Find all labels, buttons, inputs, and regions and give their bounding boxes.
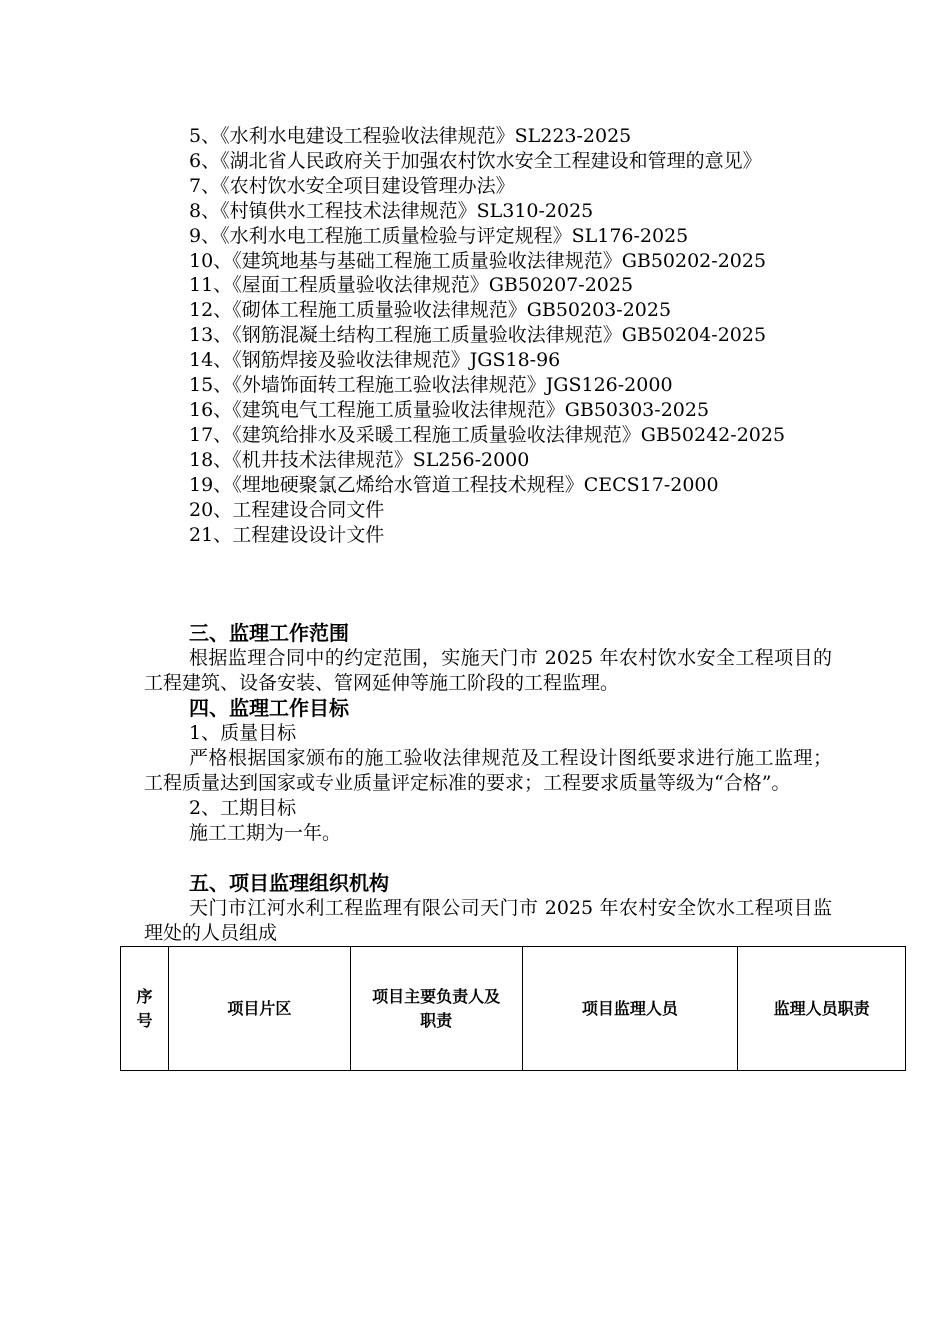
section-body: 施工工期为一年。 <box>189 821 342 844</box>
header-cell: 项目片区 <box>168 947 350 1071</box>
reference-item <box>144 498 836 523</box>
section-body: 严格根据国家颁布的施工验收法律规范及工程设计图纸要求进行施工监理；工程质量达到国家或专业质量评定标准的要求；工程要求质量等级为“合格”。 <box>144 746 832 794</box>
reference-number: 5、 <box>189 125 221 147</box>
reference-title: 《水利水电工程施工质量检验与评定规程》SL176-2025 <box>220 224 689 247</box>
header-cell: 项目监理人员 <box>522 947 738 1071</box>
reference-number: 14、 <box>189 349 233 372</box>
subsection-title: 2、工期目标 <box>189 796 297 819</box>
reference-number: 19、 <box>189 473 233 496</box>
section-heading: 四、监理工作目标 <box>189 696 349 720</box>
reference-item <box>144 398 836 423</box>
reference-number: 12、 <box>189 299 233 322</box>
reference-title: 工程建设设计文件 <box>232 523 385 546</box>
reference-title: 《机井技术法律规范》SL256-2000 <box>232 448 530 471</box>
reference-number: 16、 <box>189 398 233 421</box>
section-scope <box>144 621 832 696</box>
table-header-row <box>121 947 906 1071</box>
reference-number: 13、 <box>189 324 233 347</box>
header-cell: 监理人员职责 <box>738 947 906 1071</box>
reference-item <box>144 273 836 298</box>
reference-item <box>144 149 836 174</box>
reference-number: 21、 <box>189 523 233 546</box>
section-heading: 五、项目监理组织机构 <box>189 871 389 895</box>
section-goals <box>144 696 832 845</box>
reference-item <box>144 423 836 448</box>
staff-table <box>120 946 906 1071</box>
reference-item <box>144 224 836 249</box>
reference-title: 《外墙饰面转工程施工验收法律规范》JGS126-2000 <box>232 374 673 397</box>
reference-title: 《钢筋混凝土结构工程施工质量验收法律规范》GB50204-2025 <box>232 324 767 347</box>
reference-number: 11、 <box>189 274 233 297</box>
reference-number: 15、 <box>189 374 233 397</box>
reference-title: 《埋地硬聚氯乙烯给水管道工程技术规程》CECS17-2000 <box>232 473 719 496</box>
reference-number: 6、 <box>189 149 221 172</box>
reference-item <box>144 124 836 149</box>
reference-title: 《建筑电气工程施工质量验收法律规范》GB50303-2025 <box>232 398 710 421</box>
reference-number: 17、 <box>189 423 233 446</box>
reference-number: 20、 <box>189 498 233 521</box>
subsection-title: 1、质量目标 <box>189 721 297 744</box>
reference-item <box>144 249 836 274</box>
reference-item <box>144 448 836 473</box>
reference-item <box>144 174 836 199</box>
reference-title: 《村镇供水工程技术法律规范》SL310-2025 <box>220 199 594 222</box>
reference-item <box>144 473 836 498</box>
reference-title: 《农村饮水安全项目建设管理办法》 <box>220 174 515 197</box>
reference-number: 10、 <box>189 249 233 272</box>
reference-item <box>144 373 836 398</box>
reference-title: 《湖北省人民政府关于加强农村饮水安全工程建设和管理的意见》 <box>220 149 762 172</box>
reference-title: 《砌体工程施工质量验收法律规范》GB50203-2025 <box>232 299 672 322</box>
reference-item <box>144 199 836 224</box>
reference-list <box>144 124 836 547</box>
section-heading: 三、监理工作范围 <box>189 621 349 645</box>
reference-number: 8、 <box>189 199 221 222</box>
reference-title: 《水利水电建设工程验收法律规范》SL223-2025 <box>220 125 632 147</box>
reference-title: 《屋面工程质量验收法律规范》GB50207-2025 <box>232 274 634 297</box>
reference-item <box>144 348 836 373</box>
section-body: 天门市江河水利工程监理有限公司天门市 2025 年农村安全饮水工程项目监理处的人员组成 <box>144 896 832 944</box>
reference-item <box>144 298 836 323</box>
reference-item <box>144 323 836 348</box>
section-body: 根据监理合同中的约定范围，实施天门市 2025 年农村饮水安全工程项目的工程建筑、设备安装、管网延伸等施工阶段的工程监理。 <box>144 646 832 694</box>
reference-title: 工程建设合同文件 <box>232 498 385 521</box>
reference-number: 18、 <box>189 448 233 471</box>
reference-title: 《建筑给排水及采暖工程施工质量验收法律规范》GB50242-2025 <box>232 423 786 446</box>
reference-title: 《钢筋焊接及验收法律规范》JGS18-96 <box>232 349 561 372</box>
header-cell: 项目主要负责人及职责 <box>350 947 522 1071</box>
reference-number: 7、 <box>189 174 221 197</box>
header-cell: 序号 <box>121 947 169 1071</box>
reference-item <box>144 523 836 548</box>
reference-title: 《建筑地基与基础工程施工质量验收法律规范》GB50202-2025 <box>232 249 767 272</box>
section-organization <box>144 871 832 946</box>
reference-number: 9、 <box>189 224 221 247</box>
